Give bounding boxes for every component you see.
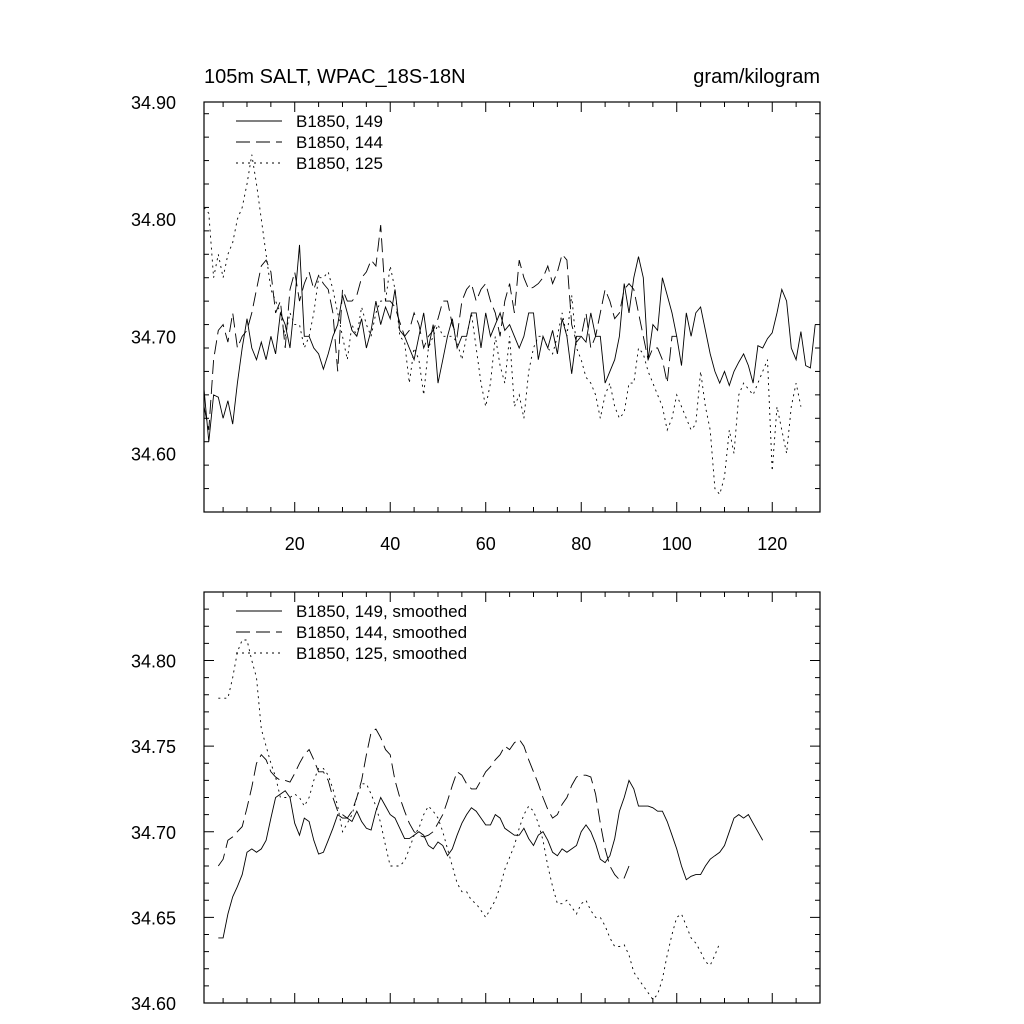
series-line-3	[218, 640, 719, 1000]
bottom-panel	[131, 592, 820, 1014]
series-line-2	[218, 729, 629, 880]
x-tick-label: 120	[757, 534, 788, 554]
x-tick-label: 20	[284, 534, 305, 554]
top-legend	[236, 112, 383, 173]
chart-title: 105m SALT, WPAC_18S-18N	[204, 66, 466, 88]
y-tick-label: 34.90	[130, 93, 176, 113]
bottom-series-group	[218, 640, 762, 1000]
legend-label-3: B1850, 125, smoothed	[296, 644, 468, 663]
series-line-2	[204, 225, 677, 430]
x-tick-label: 100	[661, 534, 692, 554]
series-line-1	[218, 780, 762, 938]
y-tick-label: 34.60	[130, 994, 176, 1014]
y-tick-label: 34.75	[130, 737, 176, 758]
series-line-3	[204, 155, 801, 495]
top-series-group	[204, 155, 815, 495]
units-label: gram/kilogram	[693, 66, 820, 88]
legend-label-1: B1850, 149	[296, 112, 383, 131]
bottom-axes	[131, 592, 820, 1014]
series-line-1	[204, 245, 815, 442]
x-tick-label: 80	[571, 534, 592, 554]
y-tick-label: 34.60	[130, 444, 176, 465]
y-tick-label: 34.70	[130, 327, 176, 348]
x-tick-label: 40	[380, 534, 401, 554]
y-tick-label: 34.65	[130, 908, 176, 929]
y-tick-label: 34.70	[130, 822, 176, 843]
top-panel	[131, 66, 820, 554]
legend-label-1: B1850, 149, smoothed	[296, 602, 468, 621]
x-tick-label: 60	[475, 534, 496, 554]
y-tick-label: 34.80	[130, 651, 176, 672]
legend-label-3: B1850, 125	[296, 154, 383, 173]
y-tick-label: 34.80	[130, 210, 176, 231]
legend-label-2: B1850, 144, smoothed	[296, 623, 468, 642]
bottom-legend	[236, 602, 467, 663]
legend-label-2: B1850, 144	[296, 133, 383, 152]
